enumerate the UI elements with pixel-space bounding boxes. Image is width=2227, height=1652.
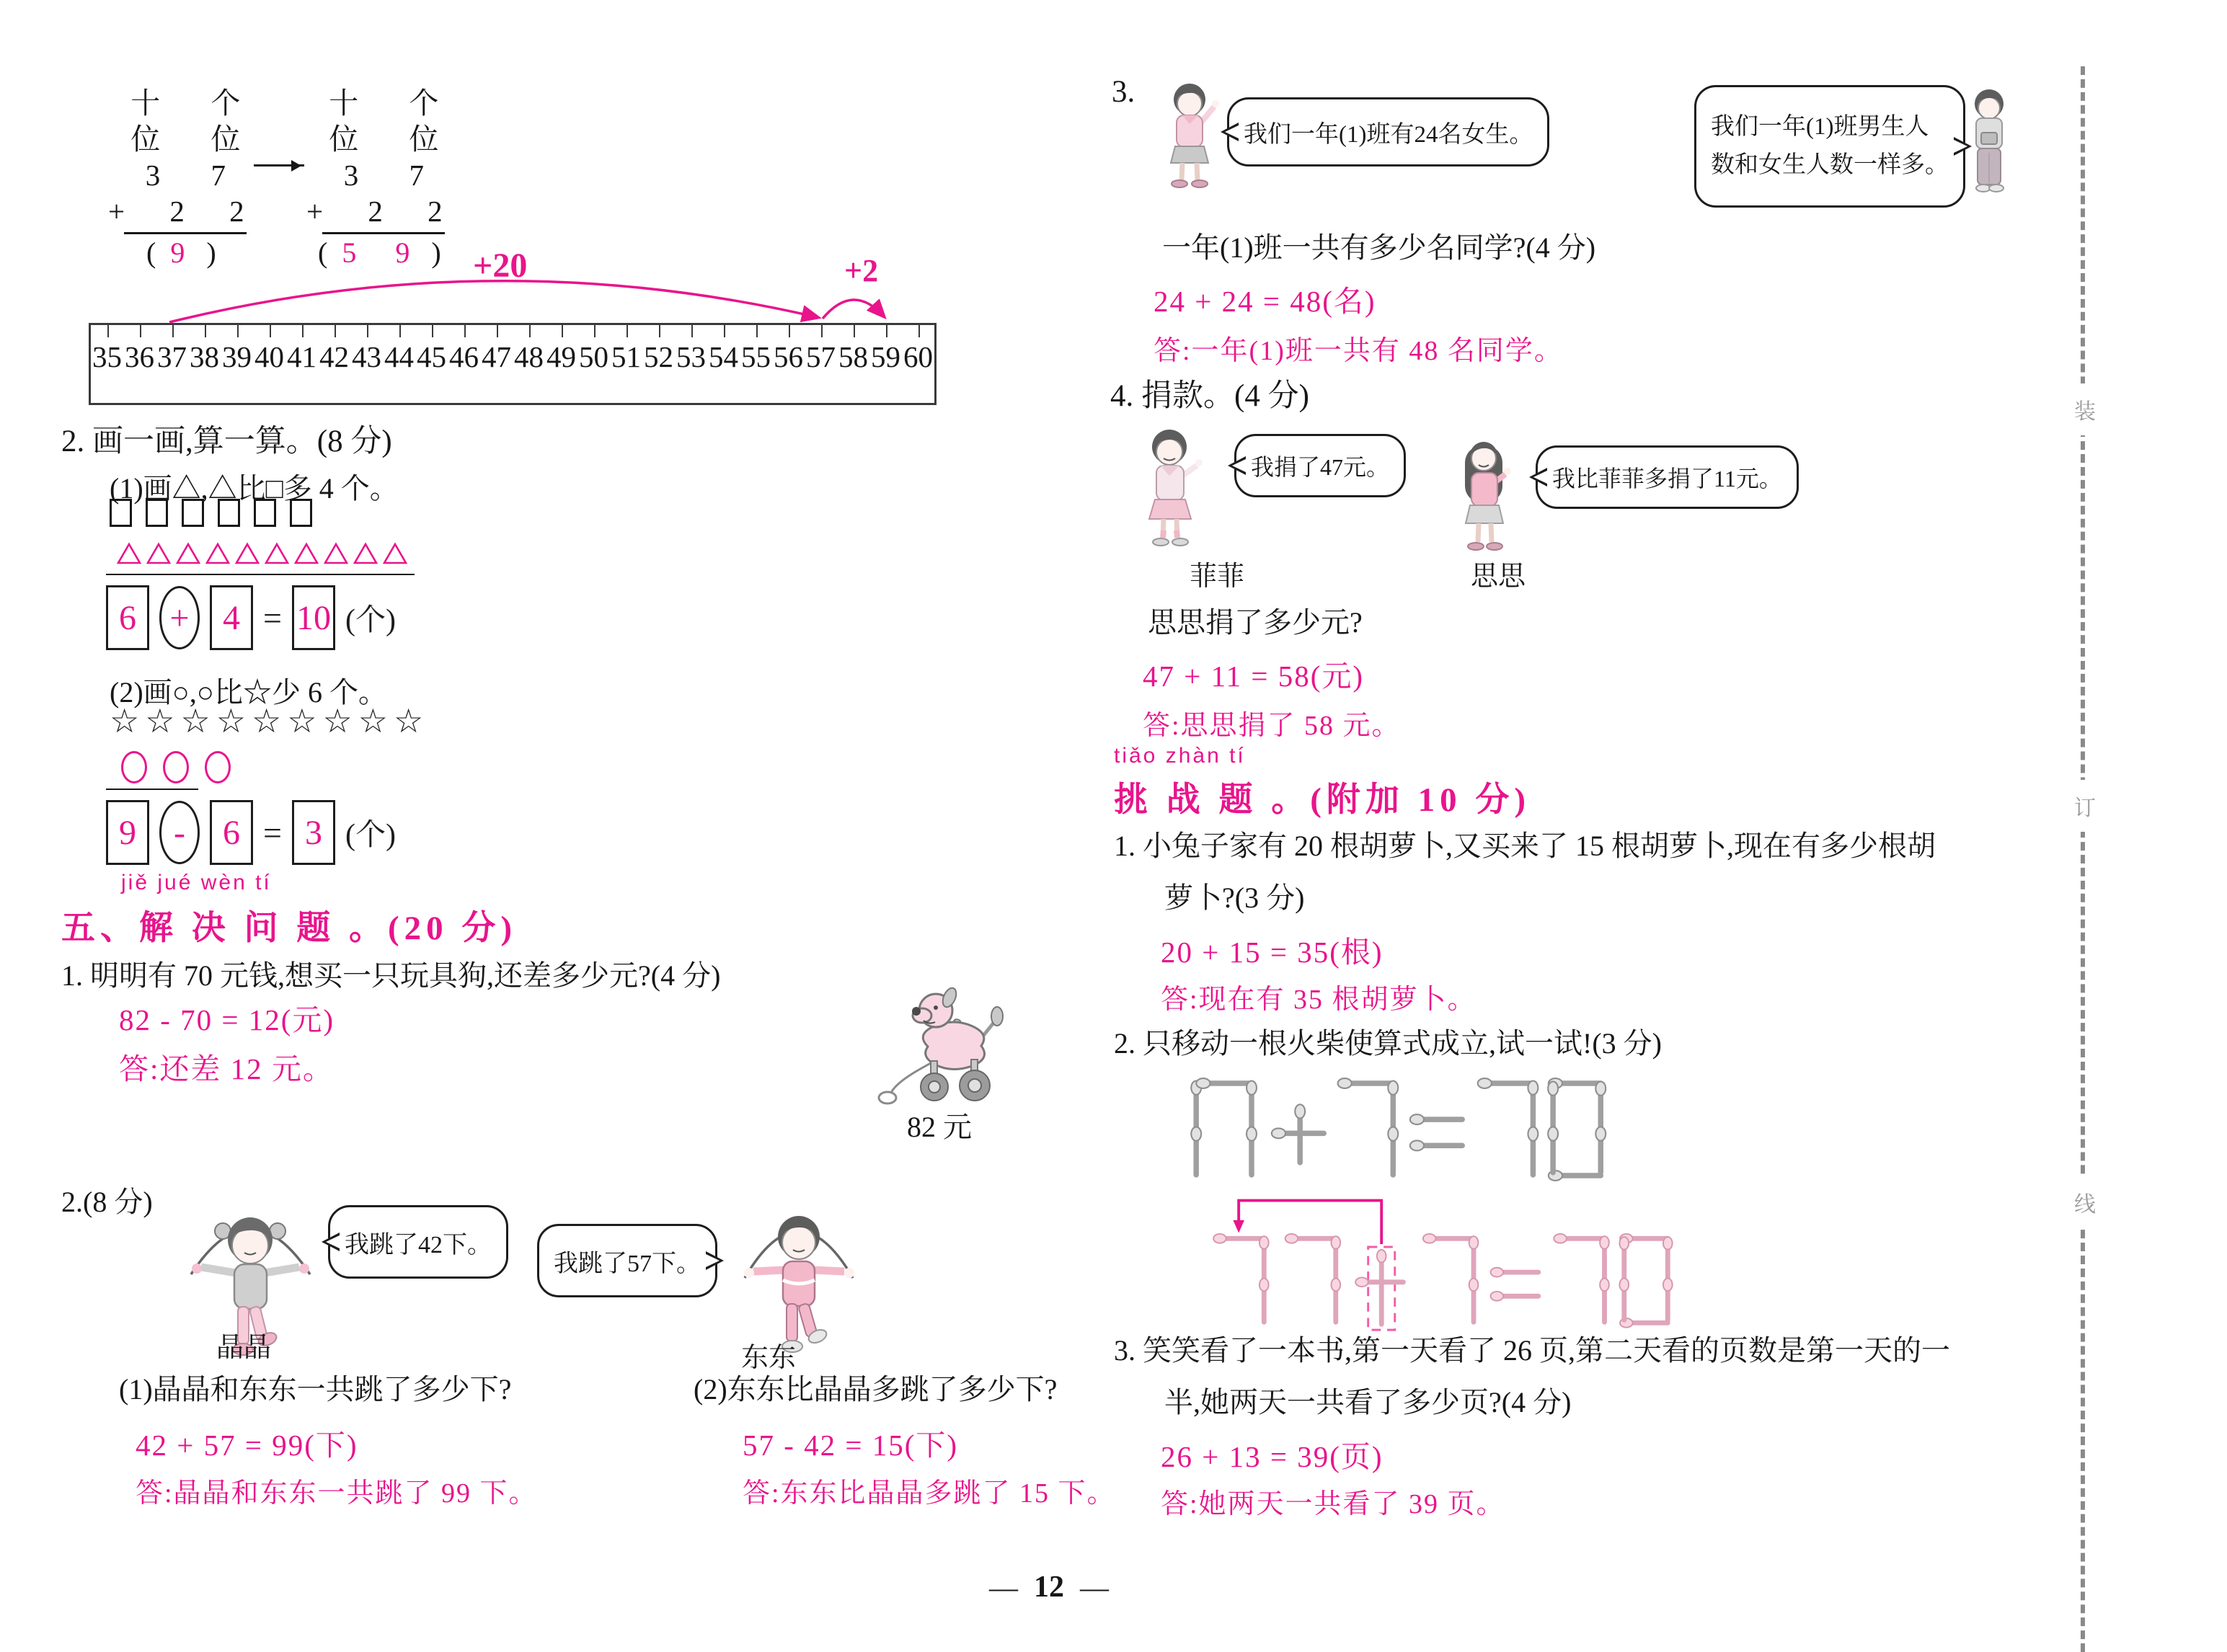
number-label: 38 — [190, 340, 219, 373]
page-number: 12 — [1034, 1571, 1064, 1604]
binding-char: 线 — [2073, 1176, 2097, 1228]
eq2-equals: = — [263, 814, 282, 851]
number-label: 37 — [157, 340, 187, 373]
feifei-image — [1125, 424, 1222, 550]
number-label: 45 — [417, 340, 446, 373]
q2-work2: 57 - 42 = 15(下) — [743, 1429, 959, 1462]
eq1-operator: + — [159, 586, 200, 649]
number-label: 52 — [644, 340, 673, 373]
eq1-result: 10 — [292, 585, 335, 650]
c3-line1: 3. 笑笑看了一本书,第一天看了 26 页,第二天看的页数是第一天的一 — [1114, 1334, 1950, 1367]
number-label: 58 — [838, 340, 868, 373]
q2-number: 2.(8 分) — [61, 1186, 153, 1218]
triangle-shape — [324, 542, 348, 565]
number-label: 47 — [482, 340, 511, 373]
q4-question: 思思捐了多少元? — [1148, 606, 1363, 639]
number-label: 55 — [741, 340, 771, 373]
jingjing-name: 晶晶 — [216, 1333, 272, 1363]
sisi-name: 思思 — [1471, 561, 1526, 592]
jingjing-bubble: 我跳了42下。 — [328, 1205, 508, 1279]
number-label: 43 — [352, 340, 381, 373]
section5-pinyin: jiě jué wèn tí — [121, 871, 272, 894]
eq1-value1: 6 — [106, 585, 149, 650]
number-label: 42 — [319, 340, 349, 373]
eq1-equals: = — [263, 599, 282, 636]
number-label: 57 — [806, 340, 836, 373]
arc-plus20 — [169, 281, 817, 322]
q1-work: 82 - 70 = 12(元) — [119, 1003, 335, 1036]
c1-answer: 答:现在有 35 根胡萝卜。 — [1161, 985, 1476, 1015]
circle-shape — [121, 751, 147, 783]
number-label: 51 — [611, 340, 641, 373]
q3-work: 24 + 24 = 48(名) — [1154, 285, 1376, 318]
c1-work: 20 + 15 = 35(根) — [1161, 936, 1383, 969]
feifei-bubble: 我捐了47元。 — [1234, 434, 1406, 497]
squares-row — [110, 499, 326, 527]
eq2-operator: - — [159, 801, 200, 864]
number-label: 53 — [676, 340, 706, 373]
binding-char: 订 — [2073, 780, 2097, 832]
number-label: 40 — [254, 340, 284, 373]
q4-number: 4. 捐款。(4 分) — [1110, 379, 1309, 413]
dongdong-bubble: 我跳了57下。 — [537, 1224, 717, 1297]
triangles-row — [117, 542, 412, 565]
pv-addend2: + 2 2 — [108, 195, 263, 228]
right-arrow-icon — [254, 164, 304, 166]
pv-answer-left: ( 9 ) — [146, 236, 225, 270]
challenge-title: 挑 战 题 。(附加 10 分) — [1114, 781, 1531, 819]
triangle-shape — [205, 542, 230, 565]
star-shape: ☆ — [287, 703, 317, 740]
eq2-result: 3 — [292, 800, 335, 865]
q3-bubble1: 我们一年(1)班有24名女生。 — [1227, 97, 1549, 166]
place-value-left — [108, 85, 263, 271]
place-value-right: 十 个 位 位 3 7 + 2 2 ( 5 9 ) — [306, 85, 461, 271]
number-label: 39 — [222, 340, 252, 373]
q2-answer1: 答:晶晶和东东一共跳了 99 下。 — [136, 1478, 538, 1509]
eq1-unit: (个) — [345, 604, 396, 637]
number-line-numbers — [91, 339, 934, 374]
c1-line1: 1. 小兔子家有 20 根胡萝卜,又买来了 15 根胡萝卜,现在有多少根胡 — [1114, 830, 1936, 862]
matchstick-equation-original — [1161, 1072, 1665, 1187]
star-shape: ☆ — [358, 703, 388, 740]
circles-row — [121, 751, 247, 783]
circle-shape — [163, 751, 189, 783]
number-line-arcs — [78, 252, 957, 328]
star-shape: ☆ — [180, 703, 211, 740]
challenge-pinyin: tiǎo zhàn tí — [1114, 744, 1246, 768]
arc2-label: +2 — [844, 253, 879, 288]
q2-work1: 42 + 57 = 99(下) — [136, 1429, 358, 1462]
feifei-name: 菲菲 — [1190, 561, 1245, 592]
q1-answer: 答:还差 12 元。 — [119, 1052, 334, 1085]
pv-answer-right: ( 5 9 ) — [317, 236, 450, 270]
section5-title: 五、解 决 问 题 。(20 分) — [61, 910, 518, 947]
square-shape — [218, 499, 240, 527]
number-label: 50 — [579, 340, 608, 373]
triangle-shape — [235, 542, 260, 565]
draw-p1-text: (1)画△,△比□多 4 个。 — [110, 472, 399, 505]
eq1-value2: 4 — [210, 585, 253, 650]
c2-text: 2. 只移动一根火柴使算式成立,试一试!(3 分) — [1114, 1027, 1662, 1060]
eq2-value2: 6 — [210, 800, 253, 865]
triangle-shape — [117, 542, 141, 565]
number-label: 56 — [774, 340, 803, 373]
q3-answer: 答:一年(1)班一共有 48 名同学。 — [1154, 336, 1563, 366]
q3-number: 3. — [1112, 75, 1135, 109]
pv-addend1: 3 7 — [145, 159, 247, 192]
move-arrow-icon — [1233, 1220, 1244, 1233]
square-shape — [254, 499, 276, 527]
matchstick-equation-answer — [1172, 1189, 1777, 1333]
number-label: 35 — [92, 340, 122, 373]
number-label: 41 — [287, 340, 316, 373]
pv-rule — [124, 232, 247, 234]
q3-question: 一年(1)班一共有多少名同学?(4 分) — [1162, 231, 1596, 264]
eq2-unit: (个) — [345, 819, 396, 852]
draw-underline-2 — [106, 789, 198, 790]
square-shape — [182, 499, 204, 527]
draw-p2-text: (2)画○,○比☆少 6 个。 — [110, 676, 387, 709]
number-label: 48 — [514, 340, 544, 373]
q4-answer: 答:思思捐了 58 元。 — [1143, 711, 1401, 741]
draw-underline-1 — [106, 574, 415, 575]
number-label: 59 — [871, 340, 900, 373]
pv-header1: 十 个 — [130, 86, 262, 120]
square-shape — [146, 499, 168, 527]
stars-row — [110, 705, 429, 738]
arc-plus2 — [823, 300, 883, 319]
triangle-shape — [265, 542, 289, 565]
q1-text: 1. 明明有 70 元钱,想买一只玩具狗,还差多少元?(4 分) — [61, 959, 721, 992]
c1-line2: 萝卜?(3 分) — [1164, 881, 1305, 914]
star-shape: ☆ — [322, 703, 353, 740]
footer-dash: — — [989, 1571, 1018, 1604]
dog-price-label: 82 元 — [907, 1111, 972, 1143]
binding-line — [2074, 66, 2096, 1652]
triangle-shape — [146, 542, 171, 565]
number-label: 49 — [546, 340, 576, 373]
equation-row-1 — [106, 585, 396, 650]
square-shape — [110, 499, 132, 527]
number-label: 36 — [125, 340, 154, 373]
triangle-shape — [294, 542, 319, 565]
eq2-value1: 9 — [106, 800, 149, 865]
equation-row-2 — [106, 800, 396, 865]
star-shape: ☆ — [252, 703, 282, 740]
dongdong-name: 东东 — [741, 1343, 797, 1373]
c3-work: 26 + 13 = 39(页) — [1161, 1440, 1383, 1473]
c3-answer: 答:她两天一共看了 39 页。 — [1161, 1489, 1505, 1519]
sisi-image — [1443, 432, 1523, 556]
number-line — [89, 323, 937, 405]
arc1-label: +20 — [473, 252, 528, 285]
star-shape: ☆ — [216, 703, 246, 740]
triangle-shape — [176, 542, 200, 565]
number-label: 46 — [449, 340, 479, 373]
draw-title: 2. 画一画,算一算。(8 分) — [61, 425, 392, 458]
star-shape: ☆ — [110, 703, 140, 740]
q4-work: 47 + 11 = 58(元) — [1143, 660, 1365, 693]
pv-header2: 位 位 — [130, 123, 262, 156]
c3-line2: 半,她两天一共看了多少页?(4 分) — [1164, 1386, 1572, 1418]
square-shape — [290, 499, 312, 527]
footer-dash: — — [1080, 1571, 1109, 1604]
triangle-shape — [383, 542, 407, 565]
number-label: 44 — [384, 340, 414, 373]
sisi-bubble: 我比菲菲多捐了11元。 — [1536, 445, 1799, 509]
circle-shape — [205, 751, 231, 783]
q2-sub2: (2)东东比晶晶多跳了多少下? — [694, 1373, 1058, 1405]
toy-dog-image — [862, 980, 1027, 1106]
number-label: 54 — [709, 340, 738, 373]
q2-sub1: (1)晶晶和东东一共跳了多少下? — [119, 1373, 512, 1405]
binding-char: 装 — [2073, 383, 2097, 435]
q2-answer2: 答:东东比晶晶多跳了 15 下。 — [743, 1478, 1116, 1509]
q3-bubble2: 我们一年(1)班男生人 数和女生人数一样多。 — [1694, 85, 1965, 208]
number-label: 60 — [903, 340, 933, 373]
star-shape: ☆ — [145, 703, 175, 740]
triangle-shape — [353, 542, 378, 565]
star-shape: ☆ — [394, 703, 424, 740]
page-footer — [989, 1570, 1109, 1604]
